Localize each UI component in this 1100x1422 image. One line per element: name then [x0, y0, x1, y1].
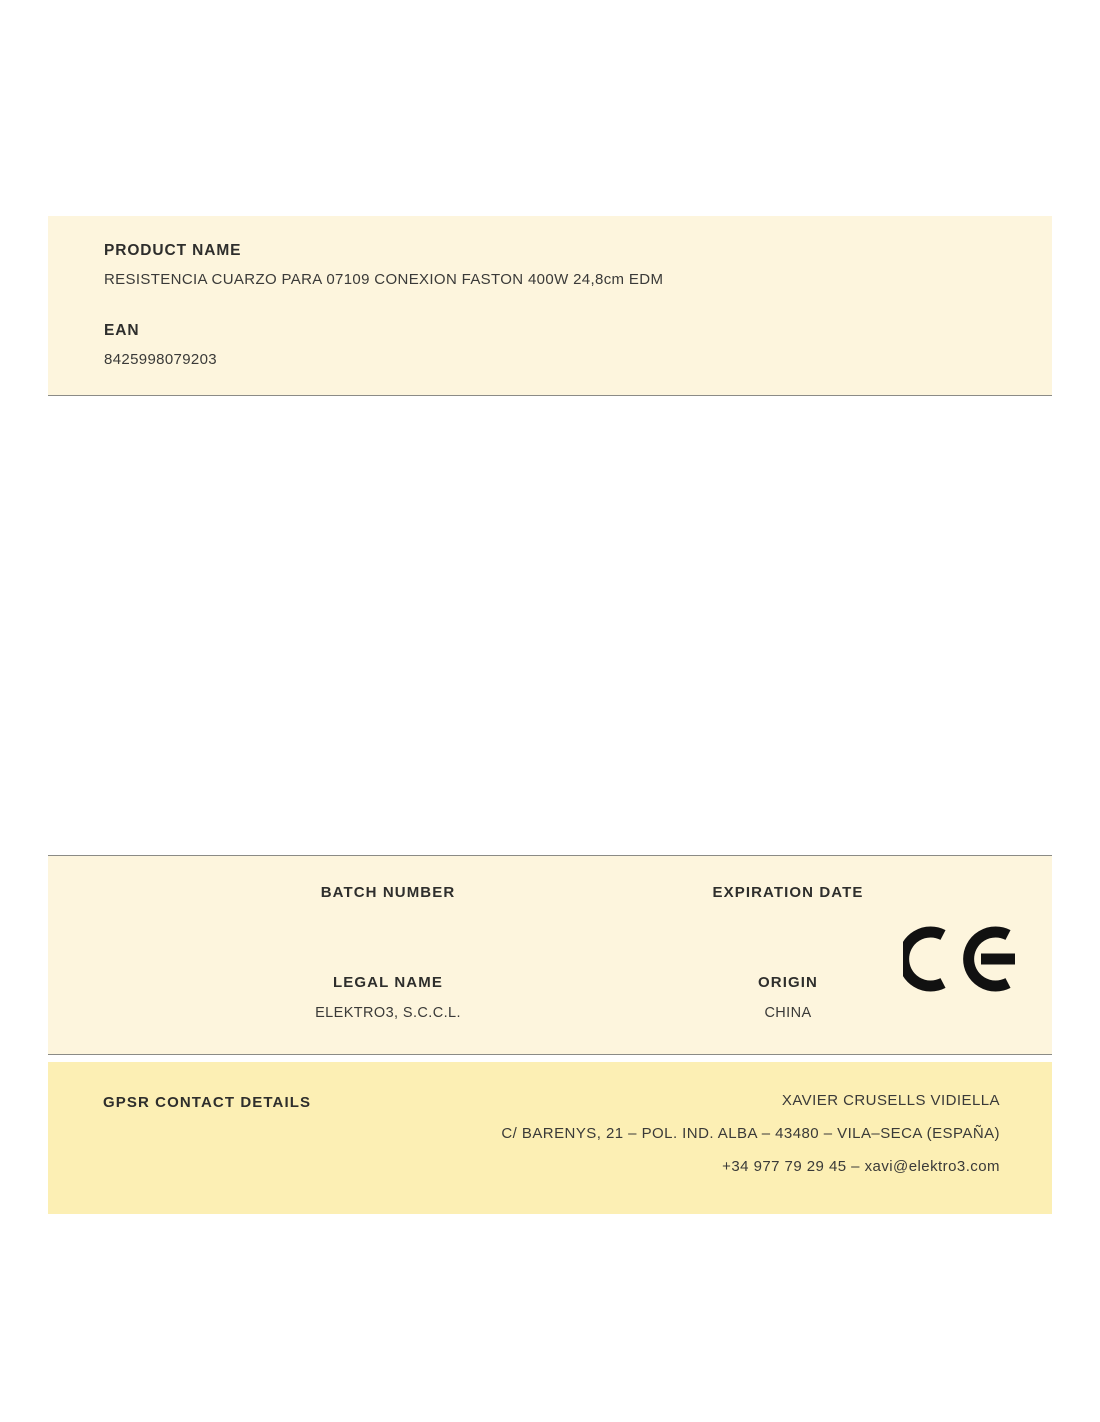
legal-name-group — [228, 974, 548, 1021]
product-details-block — [48, 855, 1052, 1055]
gpsr-contact-lines — [300, 1092, 1000, 1175]
gpsr-contact-person: XAVIER CRUSELLS VIDIELLA — [781, 1092, 1000, 1109]
gpsr-contact-label: GPSR CONTACT DETAILS — [103, 1094, 312, 1111]
gpsr-contact-phone-email: +34 977 79 29 45 – xavi@elektro3.com — [722, 1158, 1000, 1175]
ean-value: 8425998079203 — [104, 351, 217, 368]
expiration-date-group — [628, 884, 948, 915]
product-name-value: RESISTENCIA CUARZO PARA 07109 CONEXION FASTON 400W 24,8cm EDM — [104, 271, 664, 288]
batch-number-group — [228, 884, 548, 915]
ean-label: EAN — [104, 322, 140, 339]
gpsr-contact-address: C/ BARENYS, 21 – POL. IND. ALBA – 43480 – VILA–SECA (ESPAÑA) — [501, 1125, 1000, 1142]
product-info-block — [48, 216, 1052, 396]
origin-value: CHINA — [764, 1005, 812, 1021]
origin-label: ORIGIN — [758, 974, 818, 991]
origin-group — [628, 974, 948, 1021]
batch-number-label: BATCH NUMBER — [320, 884, 456, 901]
legal-name-value: ELEKTRO3, S.C.C.L. — [315, 1005, 461, 1021]
expiration-date-label: EXPIRATION DATE — [712, 884, 864, 901]
product-name-label: PRODUCT NAME — [104, 242, 242, 259]
ean-group — [104, 322, 996, 368]
legal-name-label: LEGAL NAME — [333, 974, 443, 991]
gpsr-contact-block — [48, 1062, 1052, 1214]
ce-marking-icon — [903, 926, 1023, 992]
